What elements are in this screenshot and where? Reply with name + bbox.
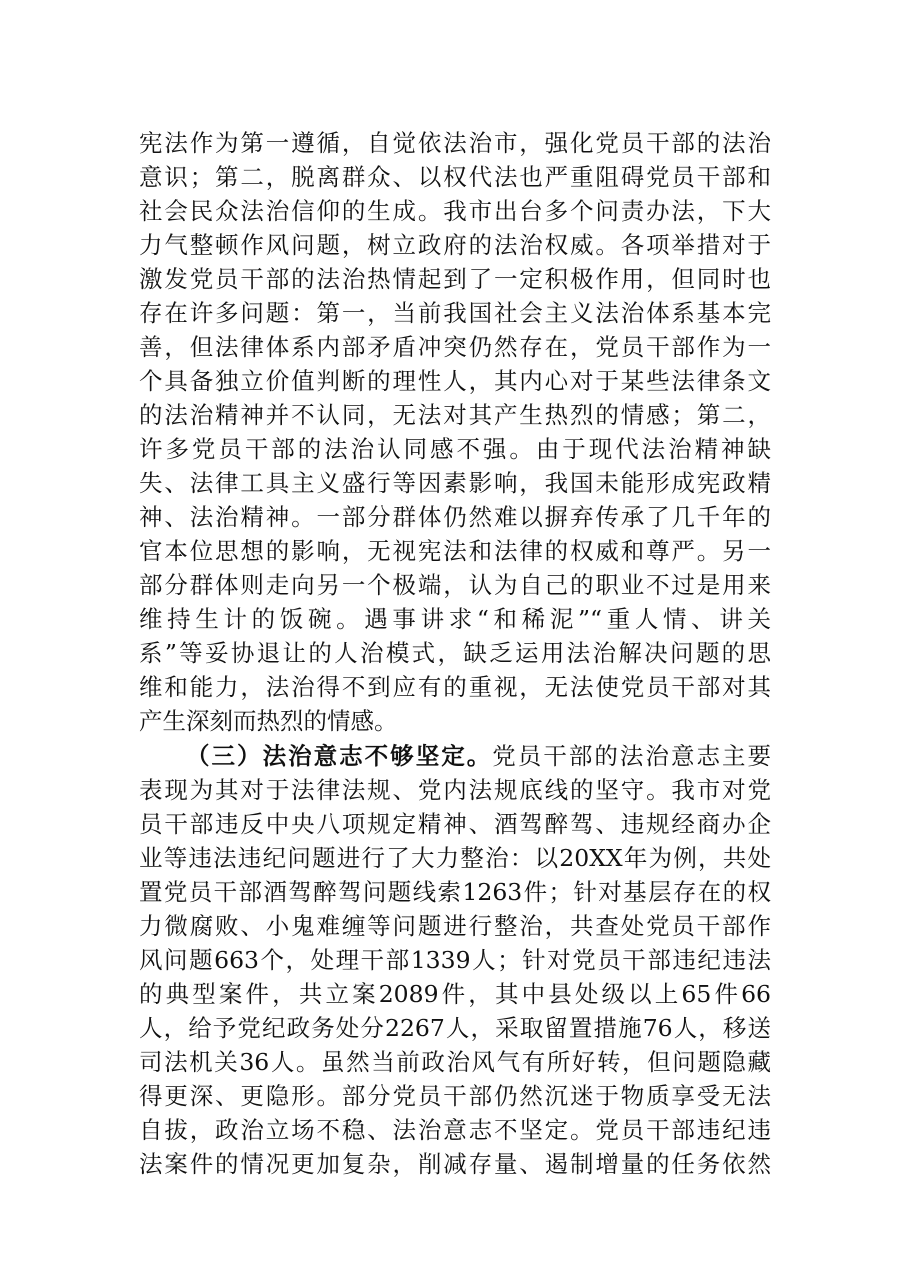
body-text-line: 力微腐败、小鬼难缠等问题进行整治，共查处党员干部作	[139, 912, 771, 940]
body-text-line: 善，但法律体系内部矛盾冲突仍然存在，党员干部作为一	[139, 333, 771, 361]
body-text-line: 维和能力，法治得不到应有的重视，无法使党员干部对其	[139, 673, 771, 701]
body-text-line: 司法机关36人。虽然当前政治风气有所好转，但问题隐藏	[139, 1048, 771, 1076]
body-text-line: 宪法作为第一遵循，自觉依法治市，强化党员干部的法治	[139, 129, 771, 157]
body-text-line: 表现为其对于法律法规、党内法规底线的坚守。我市对党	[139, 776, 771, 804]
body-text-line: 社会民众法治信仰的生成。我市出台多个问责办法，下大	[139, 197, 771, 225]
body-text-line: 业等违法违纪问题进行了大力整治：以20XX年为例，共处	[139, 844, 771, 872]
body-text-line: 得更深、更隐形。部分党员干部仍然沉迷于物质享受无法	[139, 1082, 771, 1110]
body-text-line: 部分群体则走向另一个极端，认为自己的职业不过是用来	[139, 571, 771, 599]
section-first-line-text: 党员干部的法治意志主要	[492, 742, 772, 770]
body-text-line: 系”等妥协退让的人治模式，缺乏运用法治解决问题的思	[139, 639, 771, 667]
body-text-line: 置党员干部酒驾醉驾问题线索1263件；针对基层存在的权	[139, 878, 771, 906]
section-first-line	[186, 739, 771, 773]
body-text-line: 的法治精神并不认同，无法对其产生热烈的情感；第二，	[139, 401, 771, 429]
section-heading: （三）法治意志不够坚定。	[186, 742, 493, 770]
body-text-line: 意识；第二，脱离群众、以权代法也严重阻碍党员干部和	[139, 163, 771, 191]
body-text-line: 风问题663个，处理干部1339人；针对党员干部违纪违法	[139, 946, 771, 974]
body-text-line: 官本位思想的影响，无视宪法和法律的权威和尊严。另一	[139, 537, 771, 565]
body-text-line: 激发党员干部的法治热情起到了一定积极作用，但同时也	[139, 265, 771, 293]
body-text-line: 存在许多问题：第一，当前我国社会主义法治体系基本完	[139, 299, 771, 327]
body-text-line: 个具备独立价值判断的理性人，其内心对于某些法律条文	[139, 367, 771, 395]
body-text-line: 许多党员干部的法治认同感不强。由于现代法治精神缺	[139, 435, 771, 463]
body-text-line: 力气整顿作风问题，树立政府的法治权威。各项举措对于	[139, 231, 771, 259]
body-text-line: 失、法律工具主义盛行等因素影响，我国未能形成宪政精	[139, 469, 771, 497]
body-text-line: 的典型案件，共立案2089件，其中县处级以上65件66	[139, 980, 771, 1008]
body-text-line: 自拔，政治立场不稳、法治意志不坚定。党员干部违纪违	[139, 1116, 771, 1144]
body-text-line: 维持生计的饭碗。遇事讲求“和稀泥”“重人情、讲关	[139, 605, 771, 633]
body-text-line: 员干部违反中央八项规定精神、酒驾醉驾、违规经商办企	[139, 810, 771, 838]
body-text-line: 人，给予党纪政务处分2267人，采取留置措施76人，移送	[139, 1014, 771, 1042]
body-text-line: 神、法治精神。一部分群体仍然难以摒弃传承了几千年的	[139, 503, 771, 531]
body-text-line: 法案件的情况更加复杂，削减存量、遏制增量的任务依然	[139, 1150, 771, 1178]
paragraph-last-line: 产生深刻而热烈的情感。	[139, 707, 398, 735]
